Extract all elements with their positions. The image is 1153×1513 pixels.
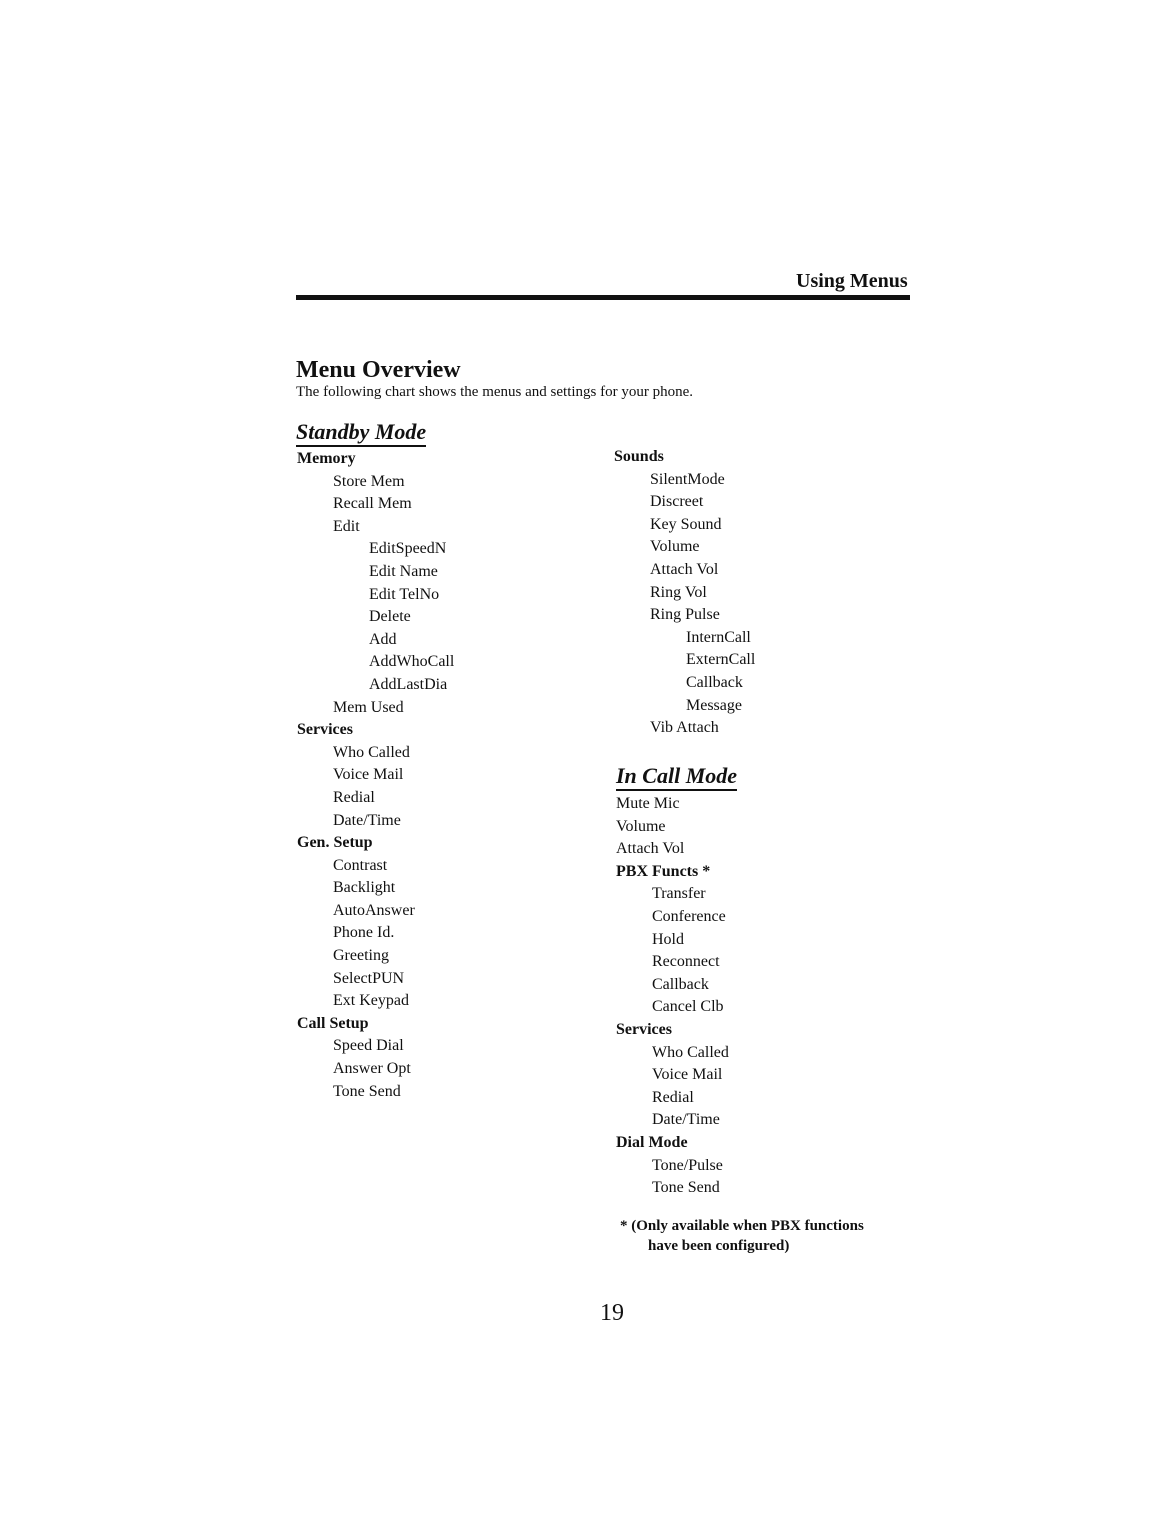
menu-item: Callback: [686, 673, 743, 691]
in-call-mode-title: In Call Mode: [616, 764, 737, 791]
menu-item: Speed Dial: [333, 1037, 404, 1055]
menu-group-heading: Call Setup: [297, 1014, 369, 1032]
menu-item: Reconnect: [652, 953, 720, 971]
menu-item: ExternCall: [686, 651, 756, 669]
menu-item: Redial: [652, 1088, 694, 1106]
menu-item: Who Called: [333, 743, 410, 761]
menu-item: Backlight: [333, 879, 396, 897]
menu-item: Attach Vol: [616, 840, 685, 858]
menu-item: Vib Attach: [650, 719, 719, 737]
menu-item: Edit TelNo: [369, 585, 440, 603]
menu-item: Ext Keypad: [333, 992, 409, 1010]
menu-item: InternCall: [686, 628, 751, 646]
menu-item: Answer Opt: [333, 1060, 411, 1078]
header-rule: [296, 295, 910, 300]
menu-item: Volume: [650, 538, 700, 556]
menu-item: Greeting: [333, 947, 389, 965]
pbx-footnote: [620, 1216, 864, 1256]
menu-item: Edit: [333, 517, 360, 535]
menu-item: AutoAnswer: [333, 901, 415, 919]
menu-item: Message: [686, 696, 742, 714]
menu-item: Volume: [616, 817, 666, 835]
menu-item: Tone/Pulse: [652, 1156, 723, 1174]
page-intro: The following chart shows the menus and settings for your phone.: [296, 384, 694, 400]
menu-item: Transfer: [652, 885, 706, 903]
menu-item: Cancel Clb: [652, 998, 724, 1016]
menu-item: EditSpeedN: [369, 540, 447, 558]
menu-item: Callback: [652, 975, 709, 993]
menu-group-heading: Gen. Setup: [297, 834, 373, 852]
menu-item: SelectPUN: [333, 969, 405, 987]
menu-group-heading: Dial Mode: [616, 1133, 688, 1151]
menu-item: Tone Send: [652, 1179, 720, 1197]
menu-item: Voice Mail: [652, 1066, 723, 1084]
menu-item: Discreet: [650, 493, 704, 511]
page-number: 19: [600, 1300, 624, 1326]
menu-group-heading: Memory: [297, 450, 356, 467]
menu-item: Store Mem: [333, 472, 405, 490]
menu-group-heading: PBX Functs *: [616, 862, 711, 880]
menu-item: Mute Mic: [616, 795, 680, 812]
menu-item: AddLastDia: [369, 675, 448, 693]
menu-item: Date/Time: [333, 811, 401, 829]
menu-item: Mem Used: [333, 698, 404, 716]
menu-item: Phone Id.: [333, 924, 395, 942]
menu-group-heading: Services: [297, 721, 353, 739]
menu-item: Key Sound: [650, 515, 722, 533]
footnote-line-1: * (Only available when PBX functions: [620, 1218, 864, 1234]
standby-right-menu-list: [614, 446, 755, 740]
menu-item: Add: [369, 630, 397, 648]
menu-item: Conference: [652, 907, 726, 925]
menu-item: Ring Pulse: [650, 606, 720, 624]
menu-item: Hold: [652, 930, 684, 948]
menu-item: Redial: [333, 788, 375, 806]
menu-item: Ring Vol: [650, 583, 707, 601]
menu-item: AddWhoCall: [369, 653, 455, 671]
menu-item: Recall Mem: [333, 495, 412, 513]
footnote-line-2: have been configured): [648, 1238, 790, 1254]
menu-item: Contrast: [333, 856, 388, 874]
menu-item: Voice Mail: [333, 766, 404, 784]
menu-item: Edit Name: [369, 562, 438, 580]
menu-item: Date/Time: [652, 1111, 720, 1129]
page-heading: Menu Overview: [296, 357, 461, 383]
menu-item: SilentMode: [650, 470, 725, 488]
menu-item: Attach Vol: [650, 560, 719, 578]
in-call-menu-list: [616, 793, 729, 1200]
section-header-title: Using Menus: [796, 270, 908, 292]
menu-group-heading: Sounds: [614, 448, 664, 465]
standby-left-menu-list: [297, 448, 454, 1103]
menu-group-heading: Services: [616, 1020, 672, 1038]
menu-item: Who Called: [652, 1043, 729, 1061]
menu-item: Delete: [369, 608, 411, 626]
standby-mode-title: Standby Mode: [296, 420, 426, 447]
menu-item: Tone Send: [333, 1082, 401, 1100]
